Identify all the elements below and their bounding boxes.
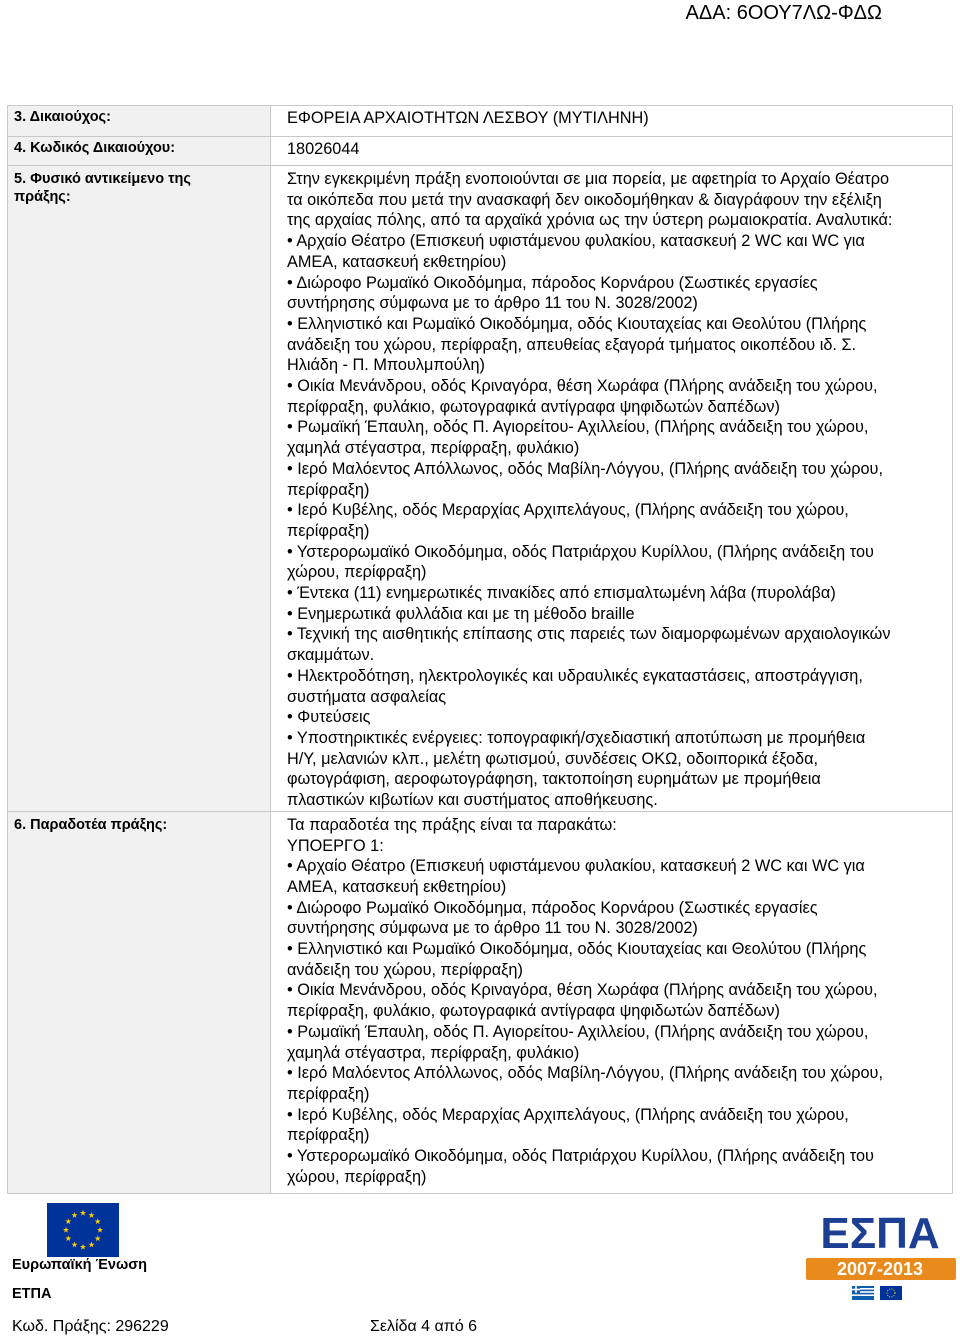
text-line: • Υστερορωμαϊκό Οικοδόμημα, οδός Πατριάρχου Κυρίλλου, (Πλήρης ανάδειξη του bbox=[287, 542, 874, 561]
text-line: • Διώροφο Ρωμαϊκό Οικοδόμημα, πάροδος Κορνάρου (Σωστικές εργασίες bbox=[287, 273, 818, 292]
beneficiary-value: ΕΦΟΡΕΙΑ ΑΡΧΑΙΟΤΗΤΩΝ ΛΕΣΒΟΥ (ΜΥΤΙΛΗΝΗ) bbox=[287, 109, 649, 127]
text-line: • Ρωμαϊκή Έπαυλη, οδός Π. Αγιορείτου- Αχιλλείου, (Πλήρης ανάδειξη του χώρου, bbox=[287, 418, 869, 437]
text-line: ανάδειξη του χώρου, περίφραξη, απευθείας εξαγορά τμήματος οικοπέδου ιδ. Σ. bbox=[287, 335, 857, 354]
text-line: Στην εγκεκριμένη πράξη ενοποιούνται σε μια πορεία, με αφετηρία το Αρχαίο Θέατρο bbox=[287, 170, 890, 188]
project-info-table bbox=[7, 105, 953, 1194]
espa-logo bbox=[800, 1208, 960, 1300]
label-line: 5. Φυσικό αντικείμενο της bbox=[14, 171, 191, 187]
eu-flag-icon bbox=[47, 1203, 119, 1257]
text-line: χώρου, περίφραξη) bbox=[287, 1167, 427, 1186]
beneficiary-code-label-cell bbox=[8, 137, 271, 166]
text-line: περίφραξη, φυλάκιο, φωτογραφικά αντίγραφα ψηφιδωτών δαπέδων) bbox=[287, 1002, 780, 1021]
table-row bbox=[8, 137, 953, 166]
text-line: • Ηλεκτροδότηση, ηλεκτρολογικές και υδραυλικές εγκαταστάσεις, αποστράγγιση, bbox=[287, 666, 863, 685]
text-line: πλαστικών κιβωτίων και συστήματος αποθήκευσης. bbox=[287, 791, 658, 810]
physical-object-label bbox=[8, 166, 270, 206]
table-row bbox=[8, 106, 953, 137]
text-line: της αρχαίας πόλης, από τα αρχαϊκά χρόνια ως την ύστερη ρωμαιοκρατία. Αναλυτικά: bbox=[287, 211, 893, 230]
text-line: • Ιερό Κυβέλης, οδός Μεραρχίας Αρχιπελάγους, (Πλήρης ανάδειξη του χώρου, bbox=[287, 501, 849, 520]
beneficiary-code-value: 18026044 bbox=[287, 140, 360, 158]
text-line: • Τεχνική της αισθητικής επίπασης στις παρειές των διαμορφωμένων αρχαιολογικών bbox=[287, 625, 891, 644]
beneficiary-value-cell bbox=[271, 106, 953, 137]
text-line: περίφραξη) bbox=[287, 1126, 370, 1145]
page-number: Σελίδα 4 από 6 bbox=[370, 1318, 478, 1335]
text-line: • Οικία Μενάνδρου, οδός Κριναγόρα, θέση Χωράφα (Πλήρης ανάδειξη του χώρου, bbox=[287, 981, 878, 1000]
beneficiary-label: 3. Δικαιούχος: bbox=[14, 109, 111, 125]
text-line: • Υστερορωμαϊκό Οικοδόμημα, οδός Πατριάρχου Κυρίλλου, (Πλήρης ανάδειξη του bbox=[287, 1147, 874, 1166]
text-line: • Ρωμαϊκή Έπαυλη, οδός Π. Αγιορείτου- Αχιλλείου, (Πλήρης ανάδειξη του χώρου, bbox=[287, 1022, 869, 1041]
text-line: ΑΜΕΑ, κατασκευή εκθετηρίου) bbox=[287, 877, 507, 896]
eu-mini-flag-icon bbox=[880, 1286, 902, 1300]
text-line: • Ελληνιστικό και Ρωμαϊκό Οικοδόμημα, οδός Κιουταχείας και Θεολύτου (Πλήρης bbox=[287, 940, 867, 959]
text-line: Η/Υ, μελανιών κλπ., μελέτη φωτισμού, συνδέσεις ΟΚΩ, οδοιπορικά έξοδα, bbox=[287, 749, 819, 768]
espa-logo-years: 2007-2013 bbox=[836, 1259, 924, 1279]
text-line: χαμηλά στέγαστρα, περίφραξη, φυλάκιο) bbox=[287, 1043, 580, 1062]
label-line: πράξης: bbox=[14, 189, 71, 205]
espa-logo-text: ΕΣΠΑ bbox=[820, 1209, 940, 1258]
greek-flag-icon bbox=[852, 1286, 874, 1300]
text-line: • Αρχαίο Θέατρο (Επισκευή υφιστάμενου φυλακίου, κατασκευή 2 WC και WC για bbox=[287, 232, 865, 251]
text-line: Ηλιάδη - Π. Μπουλμπούλη) bbox=[287, 356, 485, 375]
text-line: • Αρχαίο Θέατρο (Επισκευή υφιστάμενου φυλακίου, κατασκευή 2 WC και WC για bbox=[287, 857, 865, 876]
deliverables-text bbox=[287, 812, 952, 1194]
text-line: συντήρησης σύμφωνα με το άρθρο 11 του Ν. 3028/2002) bbox=[287, 294, 698, 313]
erdf-label: ΕΤΠΑ bbox=[12, 1286, 52, 1302]
physical-object-label-cell bbox=[8, 166, 271, 812]
text-line: • Υποστηρικτικές ενέργειες: τοπογραφική/σχεδιαστική αποτύπωση με προμήθεια bbox=[287, 728, 866, 747]
text-line: • Οικία Μενάνδρου, οδός Κριναγόρα, θέση Χωράφα (Πλήρης ανάδειξη του χώρου, bbox=[287, 377, 878, 396]
text-line: χαμηλά στέγαστρα, περίφραξη, φυλάκιο) bbox=[287, 439, 580, 458]
beneficiary-label-cell bbox=[8, 106, 271, 137]
ada-code: ΑΔΑ: 6ΟΟΥ7ΛΩ-ΦΔΩ bbox=[685, 2, 882, 24]
text-line: χώρου, περίφραξη) bbox=[287, 563, 427, 582]
text-line: σκαμμάτων. bbox=[287, 646, 375, 665]
text-line: τα οικόπεδα που μετά την ανασκαφή δεν οικοδομήθηκαν & διαγράφουν την εξέλιξη bbox=[287, 190, 882, 209]
text-line: περίφραξη) bbox=[287, 1084, 370, 1103]
text-line: περίφραξη) bbox=[287, 480, 370, 499]
physical-object-text bbox=[287, 166, 952, 811]
text-line: συντήρησης σύμφωνα με το άρθρο 11 του Ν. 3028/2002) bbox=[287, 919, 698, 938]
text-line: ανάδειξη του χώρου, περίφραξη) bbox=[287, 960, 523, 979]
text-line: • Ελληνιστικό και Ρωμαϊκό Οικοδόμημα, οδός Κιουταχείας και Θεολύτου (Πλήρης bbox=[287, 314, 867, 333]
text-line: • Ιερό Μαλόεντος Απόλλωνος, οδός Μαβίλη-Λόγγου, (Πλήρης ανάδειξη του χώρου, bbox=[287, 1064, 883, 1083]
text-line: περίφραξη, φυλάκιο, φωτογραφικά αντίγραφα ψηφιδωτών δαπέδων) bbox=[287, 397, 780, 416]
project-code: Κωδ. Πράξης: 296229 bbox=[12, 1318, 169, 1335]
beneficiary-code-value-cell bbox=[271, 137, 953, 166]
text-line: ΥΠΟΕΡΓΟ 1: bbox=[287, 836, 384, 855]
text-line: περίφραξη) bbox=[287, 521, 370, 540]
text-line: συστήματα ασφαλείας bbox=[287, 687, 447, 706]
deliverables-label-cell bbox=[8, 811, 271, 1194]
text-line: • Φυτεύσεις bbox=[287, 708, 371, 727]
eu-label: Ευρωπαϊκή Ένωση bbox=[12, 1257, 147, 1273]
text-line: • Ιερό Μαλόεντος Απόλλωνος, οδός Μαβίλη-Λόγγου, (Πλήρης ανάδειξη του χώρου, bbox=[287, 459, 883, 478]
text-line: Τα παραδοτέα της πράξης είναι τα παρακάτω: bbox=[287, 815, 617, 834]
beneficiary-code-label: 4. Κωδικός Δικαιούχου: bbox=[14, 140, 176, 156]
text-line: • Διώροφο Ρωμαϊκό Οικοδόμημα, πάροδος Κορνάρου (Σωστικές εργασίες bbox=[287, 898, 818, 917]
text-line: • Ιερό Κυβέλης, οδός Μεραρχίας Αρχιπελάγους, (Πλήρης ανάδειξη του χώρου, bbox=[287, 1105, 849, 1124]
text-line: • Έντεκα (11) ενημερωτικές πινακίδες από επισμαλτωμένη λάβα (πυρολάβα) bbox=[287, 584, 836, 603]
deliverables-label: 6. Παραδοτέα πράξης: bbox=[14, 816, 168, 833]
deliverables-value-cell bbox=[271, 811, 953, 1194]
physical-object-value-cell bbox=[271, 166, 953, 812]
table-row bbox=[8, 166, 953, 812]
text-line: φωτογράφιση, αεροφωτογράφηση, τακτοποίηση ευρημάτων με προμήθεια bbox=[287, 770, 821, 789]
table-row bbox=[8, 811, 953, 1194]
text-line: ΑΜΕΑ, κατασκευή εκθετηρίου) bbox=[287, 252, 507, 271]
text-line: • Ενημερωτικά φυλλάδια και με τη μέθοδο braille bbox=[287, 604, 635, 623]
